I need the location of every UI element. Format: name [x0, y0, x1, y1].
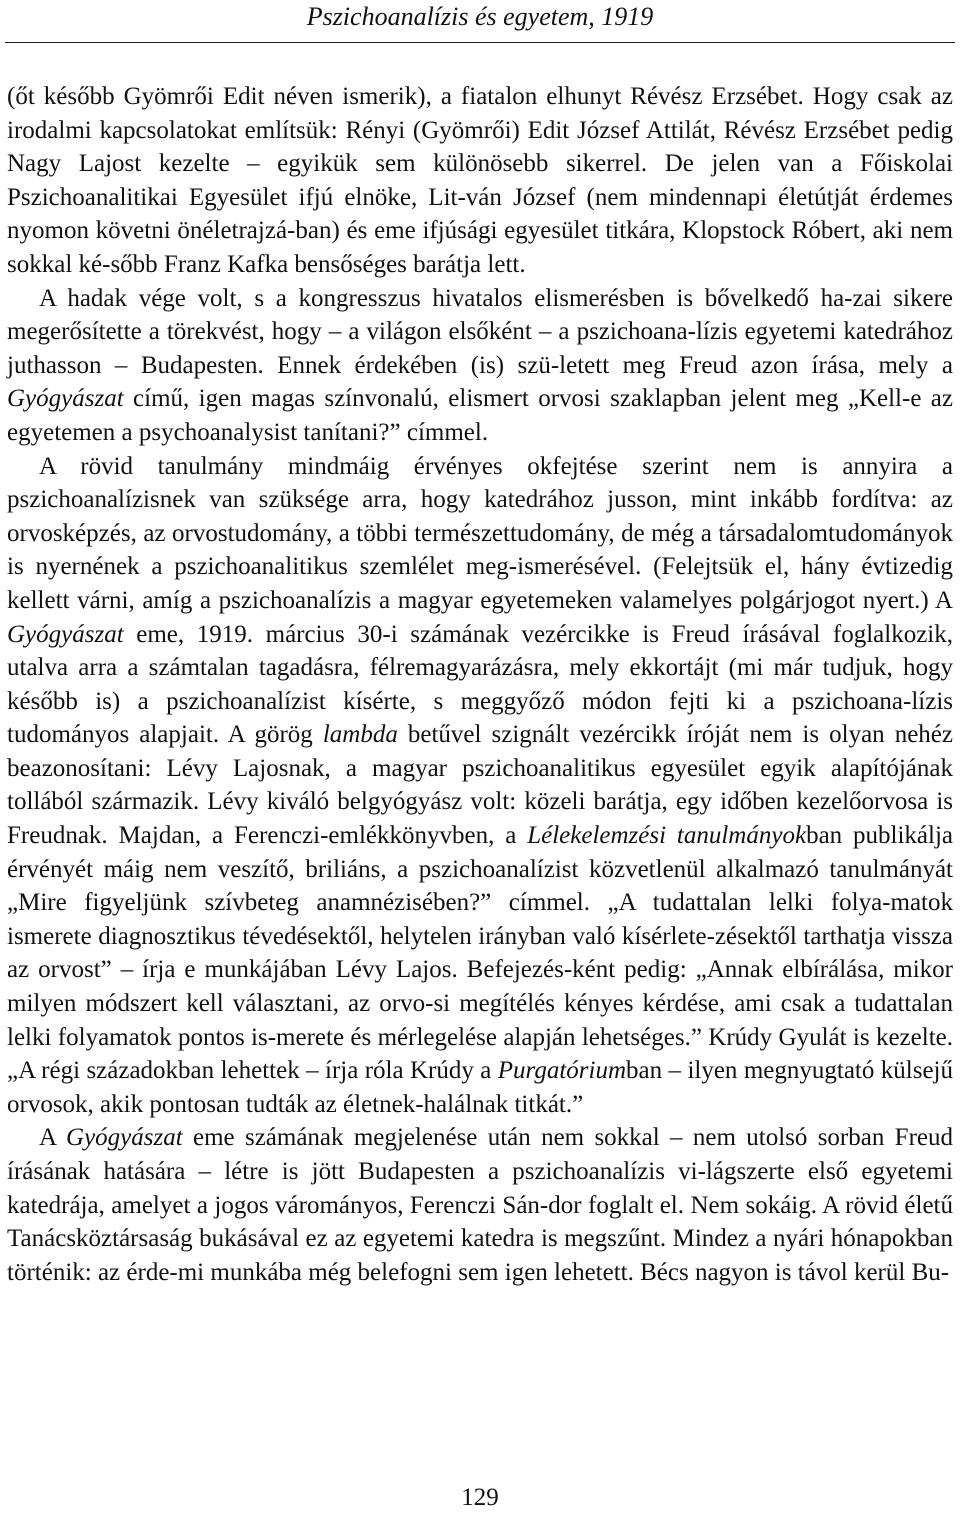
text-run: eme számának megjelenése után nem sokkal – nem utolsó sorban Freud írásának hatására – létre is jött Budapesten a pszichoanalízis vi-lágszerte első egyetemi katedrája, amelyet a jogos várományos, Ferenczi Sán-dor foglalt el. Nem sokáig. A rövid életű Tanácsköztársaság bukásával ez az egyetemi katedra is megszűnt. Mindez a nyári hónapokban történik: az érde-mi munkába még belefogni sem igen lehetett. Bécs nagyon is távol kerül Bu-: [7, 1124, 953, 1286]
text-run: eme, 1919. március 30-i számának vezércikke is Freud írásával foglalkozik, utalva arra a számtalan tagadásra, félremagyarázásra, mely ekkortájt (mi már tudjuk, hogy később is) a pszichoanalízist kísérte, s meggyőző módon fejti ki a pszichoana-lízis tudományos alapjait. A görög: [7, 620, 953, 749]
text-run: ban – ilyen megnyugtató külsejű orvosok, akik pontosan tudták az életnek-halálnak titkát.”: [7, 1057, 953, 1118]
text-run: A hadak vége volt, s a kongresszus hivatalos elismerésben is bővelkedő ha-zai sikere megerősítette a törekvést, hogy – a világon elsőként – a pszichoana-lízis egyetemi katedrához juthasson – Budapesten. Ennek érdekében (is) szü-letett meg Freud azon írása, mely a: [7, 284, 953, 379]
paragraph-3: [7, 450, 953, 1122]
italic-run: Purgatórium: [497, 1057, 627, 1085]
text-run: A rövid tanulmány mindmáig érvényes okfejtése szerint nem is annyira a pszichoanalízisnek van szüksége arra, hogy katedrához jusson, mint inkább fordítva: az orvosképzés, az orvostudomány, a többi természettudomány, de még a társadalomtudományok is nyernének a pszichoanalitikus szemlélet meg-ismerésével. (Felejtsük el, hány évtizedig kellett várni, amíg a pszichoanalízis a magyar egyetemeken valamelyes polgárjogot nyert.) A: [7, 452, 953, 614]
running-header: Pszichoanalízis és egyetem, 1919: [306, 2, 654, 31]
page-body: [7, 80, 953, 1289]
paragraph-2: [7, 282, 953, 450]
italic-run: Gyógyászat: [7, 385, 124, 413]
text-run: A: [39, 1124, 67, 1152]
text-run: című, igen magas színvonalú, elismert orvosi szaklapban jelent meg „Kell-e az egyetemen a psychoanalysist tanítani?” címmel.: [7, 385, 953, 446]
paragraph-1: [7, 80, 953, 282]
text-run: ban publikálja érvényét máig nem veszítő, briliáns, a pszichoanalízist közvetlenül alkalmazó tanulmányát „Mire figyeljünk szívbeteg anamnézisében?” címmel. „A tudattalan lelki folya-matok ismerete diagnosztikus tévedésektől, helytelen irányban való kísérlete-zésektől tarthatja vissza az orvost” – írja e munkájában Lévy Lajos. Befejezés-ként pedig: „Annak elbírálása, mikor milyen módszert kell választani, az orvo-si megítélés kényes kérdése, ami csak a tudattalan lelki folyamatok pontos is-merete és mérlegelése alapján lehetséges.” Krúdy Gyulát is kezelte. „A régi századokban lehettek – írja róla Krúdy a: [7, 822, 954, 1085]
italic-run: lambda: [322, 721, 398, 749]
italic-run: Gyógyászat: [66, 1124, 183, 1152]
header-rule: [5, 42, 955, 43]
italic-run: Lélekelemzési tanulmányok: [527, 822, 807, 850]
page-number: 129: [461, 1484, 499, 1511]
italic-run: Gyógyászat: [7, 620, 124, 648]
text-run: (őt később Gyömrői Edit néven ismerik), a fiatalon elhunyt Révész Erzsébet. Hogy csak az irodalmi kapcsolatokat említsük: Rényi (Gyömrői) Edit József Attilát, Révész Erzsébet pedig Nagy Lajost kezelte – egyikük sem különösebb sikerrel. De jelen van a Főiskolai Pszichoanalitikai Egyesület ifjú elnöke, Lit-ván József (nem mindennapi életútját érdemes nyomon követni önéletrajzá-ban) és eme ifjúsági egyesület titkára, Klopstock Róbert, aki nem sokkal ké-sőbb Franz Kafka bensőséges barátja lett.: [7, 83, 953, 278]
paragraph-4: [7, 1121, 953, 1289]
text-run: betűvel szignált vezércikk íróját nem is olyan nehéz beazonosítani: Lévy Lajosnak, a magyar pszichoanalitikus egyesület egyik alapítójának tollából származik. Lévy kiváló belgyógyász volt: közeli barátja, egy időben kezelőorvosa is Freudnak. Majdan, a Ferenczi-emlékkönyvben, a: [7, 721, 953, 850]
